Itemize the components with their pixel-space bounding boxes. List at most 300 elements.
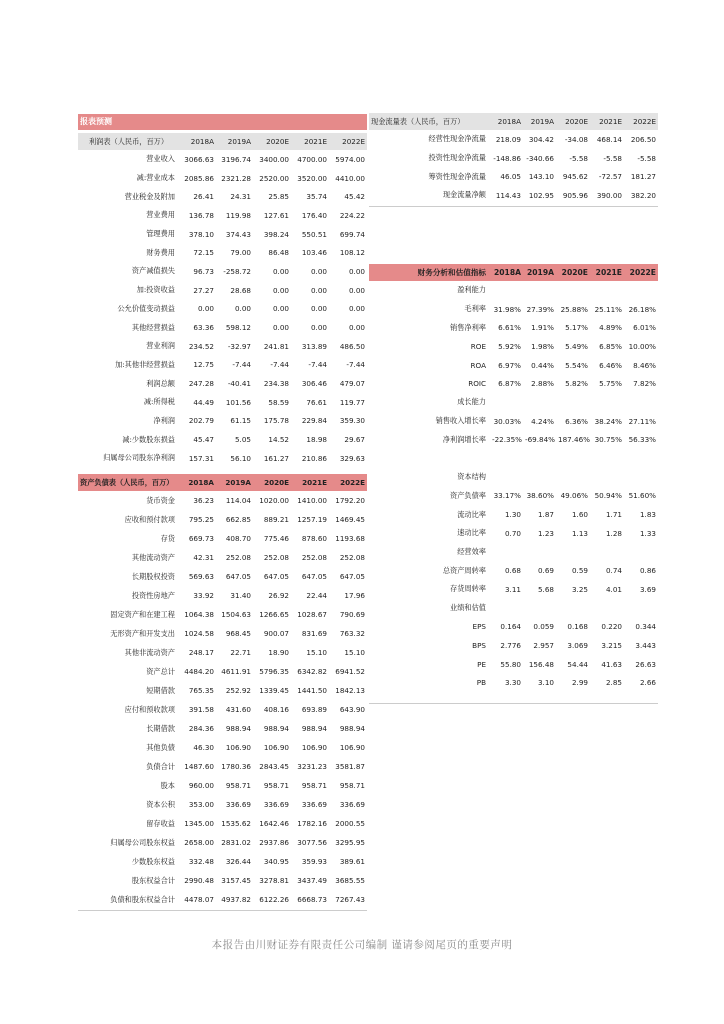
value-cell: 46.30 xyxy=(193,743,214,752)
value-cell: 12.75 xyxy=(193,360,214,370)
year-header: 2019A xyxy=(523,113,556,130)
value-cell: 1792.20 xyxy=(335,496,365,505)
value-cell: 0.70 xyxy=(504,528,521,538)
value-cell: 326.44 xyxy=(225,857,251,866)
value-cell: 763.32 xyxy=(339,629,365,638)
value-cell: 108.12 xyxy=(339,248,365,258)
row-label: 营业利润 xyxy=(146,341,175,351)
table-row xyxy=(78,643,367,662)
value-cell: 0.168 xyxy=(567,622,588,632)
table-row xyxy=(78,567,367,586)
row-label: 总资产周转率 xyxy=(442,565,486,575)
value-cell: 1028.67 xyxy=(297,610,327,619)
value-cell: 18.90 xyxy=(268,648,289,657)
table-row xyxy=(369,468,658,487)
cash-flow-title: 现金流量表（人民币，百万） xyxy=(369,113,490,130)
value-cell: 468.14 xyxy=(596,134,622,144)
table-row xyxy=(369,431,658,450)
value-cell: 10.00% xyxy=(628,341,656,351)
value-cell: 181.27 xyxy=(630,172,656,182)
value-cell: 3157.45 xyxy=(221,876,251,885)
table-row xyxy=(78,586,367,605)
value-cell xyxy=(624,543,658,562)
year-header: 2019A xyxy=(216,133,253,150)
row-label: 长期股权投资 xyxy=(131,571,175,581)
value-cell: 44.49 xyxy=(193,397,214,407)
value-cell: 33.17% xyxy=(493,491,521,501)
value-cell: 5.17% xyxy=(565,323,588,333)
row-label: PE xyxy=(477,659,486,669)
value-cell: 6.87% xyxy=(498,379,521,389)
value-cell: 27.39% xyxy=(526,304,554,314)
value-cell xyxy=(523,449,556,468)
value-cell: 374.43 xyxy=(225,229,251,239)
value-cell: 0.00 xyxy=(348,285,365,295)
value-cell: 114.43 xyxy=(495,190,521,200)
value-cell: 1642.46 xyxy=(259,819,289,828)
value-cell: 958.71 xyxy=(263,781,289,790)
value-cell: 102.95 xyxy=(528,190,554,200)
value-cell xyxy=(624,599,658,618)
value-cell: 3.215 xyxy=(601,640,622,650)
year-header: 2018A xyxy=(490,264,523,281)
value-cell: 36.23 xyxy=(193,496,214,505)
value-cell: -32.97 xyxy=(227,341,251,351)
value-cell: 0.59 xyxy=(571,566,588,576)
value-cell: 878.60 xyxy=(301,534,327,543)
value-cell: 479.07 xyxy=(339,379,365,389)
value-cell: 29.67 xyxy=(344,435,365,445)
table-row xyxy=(78,356,367,375)
row-label: 留存收益 xyxy=(146,818,175,828)
value-cell xyxy=(590,468,624,487)
table-row xyxy=(78,430,367,449)
year-header: 2021E xyxy=(590,113,624,130)
value-cell: 26.18% xyxy=(628,304,656,314)
row-label: 流动比率 xyxy=(457,509,486,519)
value-cell: 1257.19 xyxy=(297,515,327,524)
value-cell: 234.52 xyxy=(188,341,214,351)
table-row xyxy=(369,130,658,149)
value-cell: 5.92% xyxy=(498,341,521,351)
value-cell: 241.81 xyxy=(263,341,289,351)
value-cell: -148.86 xyxy=(493,153,521,163)
value-cell: 0.00 xyxy=(348,323,365,333)
table-row xyxy=(369,636,658,655)
row-label: ROA xyxy=(470,360,486,370)
table-row xyxy=(369,487,658,506)
row-label: 公允价值变动损益 xyxy=(117,303,175,313)
value-cell: 6.36% xyxy=(565,416,588,426)
value-cell xyxy=(590,281,624,300)
value-cell: 3278.81 xyxy=(259,876,289,885)
table-row xyxy=(369,412,658,431)
value-cell xyxy=(590,449,624,468)
row-label: BPS xyxy=(472,640,486,650)
table-row xyxy=(369,393,658,412)
value-cell: 136.78 xyxy=(188,210,214,220)
value-cell: 25.88% xyxy=(560,304,588,314)
value-cell: 30.03% xyxy=(493,416,521,426)
value-cell: 988.94 xyxy=(339,724,365,733)
table-row xyxy=(78,412,367,431)
value-cell: -7.44 xyxy=(308,360,327,370)
value-cell xyxy=(523,599,556,618)
value-cell: 6668.73 xyxy=(297,895,327,904)
table-row xyxy=(369,167,658,186)
value-cell: 647.05 xyxy=(339,572,365,581)
value-cell: 0.00 xyxy=(272,285,289,295)
value-cell: 3437.49 xyxy=(297,876,327,885)
value-cell: 889.21 xyxy=(263,515,289,524)
table-row xyxy=(78,281,367,300)
value-cell: 79.00 xyxy=(230,248,251,258)
row-label: 少数股东权益 xyxy=(131,856,175,866)
value-cell: 1.60 xyxy=(571,510,588,520)
value-cell: 3295.95 xyxy=(335,838,365,847)
value-cell: 1.23 xyxy=(537,528,554,538)
balance-sheet-header xyxy=(78,474,367,491)
table-row xyxy=(78,757,367,776)
value-cell: 4478.07 xyxy=(184,895,214,904)
value-cell: -40.41 xyxy=(227,379,251,389)
value-cell: -72.57 xyxy=(598,172,622,182)
value-cell: -22.35% xyxy=(492,435,522,445)
value-cell xyxy=(523,281,556,300)
row-label: 净利润增长率 xyxy=(442,434,486,444)
table-row xyxy=(78,187,367,206)
row-label: 盈利能力 xyxy=(457,285,486,295)
value-cell: 3581.87 xyxy=(335,762,365,771)
value-cell: 161.27 xyxy=(263,453,289,463)
value-cell: 5974.00 xyxy=(335,154,365,164)
value-cell: 4611.91 xyxy=(221,667,251,676)
value-cell: 6.46% xyxy=(599,360,622,370)
value-cell: -5.58 xyxy=(637,153,656,163)
value-cell: 0.69 xyxy=(537,566,554,576)
balance-sheet-table xyxy=(78,474,367,909)
value-cell: 958.71 xyxy=(339,781,365,790)
ratios-header xyxy=(369,264,658,281)
value-cell: 408.16 xyxy=(263,705,289,714)
row-label: 毛利率 xyxy=(464,304,486,314)
value-cell: 988.94 xyxy=(225,724,251,733)
value-cell: 1780.36 xyxy=(221,762,251,771)
value-cell: 38.24% xyxy=(594,416,622,426)
value-cell: 22.44 xyxy=(306,591,327,600)
row-label: 无形资产和开发支出 xyxy=(110,628,175,638)
row-label: 减:少数股东损益 xyxy=(122,434,175,444)
value-cell: 31.98% xyxy=(493,304,521,314)
table-row xyxy=(78,529,367,548)
value-cell: 304.42 xyxy=(528,134,554,144)
income-statement-title: 利润表（人民币，百万） xyxy=(78,133,179,150)
table-row xyxy=(78,150,367,169)
value-cell: 6.01% xyxy=(633,323,656,333)
value-cell: 1.83 xyxy=(639,510,656,520)
value-cell: 1064.38 xyxy=(184,610,214,619)
value-cell xyxy=(490,599,523,618)
value-cell: 378.10 xyxy=(188,229,214,239)
year-header: 2019A xyxy=(216,474,253,491)
value-cell: 55.80 xyxy=(500,659,521,669)
year-header: 2019A xyxy=(523,264,556,281)
value-cell: 45.47 xyxy=(193,435,214,445)
value-cell: 3400.00 xyxy=(259,154,289,164)
row-label: 其他负债 xyxy=(146,742,175,752)
value-cell: -340.66 xyxy=(526,153,554,163)
table-row xyxy=(78,318,367,337)
value-cell: 0.44% xyxy=(531,360,554,370)
row-label: EPS xyxy=(472,622,486,632)
value-cell: 2000.55 xyxy=(335,819,365,828)
value-cell: 252.08 xyxy=(339,553,365,562)
row-label: 利润总额 xyxy=(146,378,175,388)
row-label: 股东权益合计 xyxy=(131,875,175,885)
value-cell xyxy=(490,449,523,468)
value-cell: 968.45 xyxy=(225,629,251,638)
value-cell: 22.71 xyxy=(230,648,251,657)
value-cell xyxy=(624,393,658,412)
row-label: 归属母公司股东权益 xyxy=(110,837,175,847)
value-cell: 340.95 xyxy=(263,857,289,866)
value-cell: 156.48 xyxy=(528,659,554,669)
value-cell: 699.74 xyxy=(339,229,365,239)
year-header: 2018A xyxy=(490,113,523,130)
value-cell: 2831.02 xyxy=(221,838,251,847)
value-cell: 958.71 xyxy=(225,781,251,790)
value-cell: 206.50 xyxy=(630,134,656,144)
table-row xyxy=(78,681,367,700)
value-cell: 382.20 xyxy=(630,190,656,200)
value-cell: 569.63 xyxy=(188,572,214,581)
table-row xyxy=(369,281,658,300)
row-label: 营业费用 xyxy=(146,210,175,220)
value-cell: 945.62 xyxy=(562,172,588,182)
year-header: 2020E xyxy=(253,133,291,150)
table-row xyxy=(369,318,658,337)
value-cell: 0.059 xyxy=(533,622,554,632)
value-cell: 390.00 xyxy=(596,190,622,200)
value-cell: 1535.62 xyxy=(221,819,251,828)
value-cell: 4.24% xyxy=(531,416,554,426)
value-cell: 790.69 xyxy=(339,610,365,619)
value-cell: 248.17 xyxy=(188,648,214,657)
year-header: 2020E xyxy=(253,474,291,491)
value-cell: 42.31 xyxy=(193,553,214,562)
value-cell: -69.84% xyxy=(525,435,555,445)
value-cell xyxy=(624,281,658,300)
row-label: 归属母公司股东净利润 xyxy=(103,453,175,463)
row-label: 资产总计 xyxy=(146,666,175,676)
value-cell: 2520.00 xyxy=(259,173,289,183)
value-cell: 56.33% xyxy=(628,435,656,445)
value-cell: 1.71 xyxy=(605,510,622,520)
row-label: 投资性现金净流量 xyxy=(428,153,486,163)
value-cell: 1504.63 xyxy=(221,610,251,619)
value-cell: 0.00 xyxy=(348,266,365,276)
value-cell: 46.05 xyxy=(500,172,521,182)
row-label: 净利润 xyxy=(153,415,175,425)
value-cell: 7267.43 xyxy=(335,895,365,904)
table-row xyxy=(78,337,367,356)
value-cell: 2.776 xyxy=(500,640,521,650)
value-cell: 41.63 xyxy=(601,659,622,669)
value-cell: 2321.28 xyxy=(221,173,251,183)
table-row xyxy=(369,561,658,580)
value-cell: 6.61% xyxy=(498,323,521,333)
value-cell: 336.69 xyxy=(263,800,289,809)
value-cell: 106.90 xyxy=(263,743,289,752)
row-label: 销售净利率 xyxy=(450,322,486,332)
value-cell: 2.85 xyxy=(605,678,622,688)
table-row xyxy=(78,871,367,890)
value-cell: 598.12 xyxy=(225,323,251,333)
value-cell: 26.63 xyxy=(635,659,656,669)
row-label: 经营效率 xyxy=(457,546,486,556)
table-row xyxy=(78,491,367,510)
value-cell: 775.46 xyxy=(263,534,289,543)
value-cell: 0.00 xyxy=(310,323,327,333)
value-cell: 7.82% xyxy=(633,379,656,389)
value-cell: 693.89 xyxy=(301,705,327,714)
value-cell: 3.69 xyxy=(639,584,656,594)
row-label: 管理费用 xyxy=(146,229,175,239)
value-cell: 252.08 xyxy=(263,553,289,562)
table-row xyxy=(78,510,367,529)
value-cell: 127.61 xyxy=(263,210,289,220)
row-label: 存货 xyxy=(160,533,175,543)
income-statement-header xyxy=(78,133,367,150)
value-cell: 27.27 xyxy=(193,285,214,295)
value-cell: 3196.74 xyxy=(221,154,251,164)
value-cell: 6941.52 xyxy=(335,667,365,676)
row-label: 资本结构 xyxy=(457,472,486,482)
value-cell: 1.30 xyxy=(504,510,521,520)
balance-sheet-title: 资产负债表（人民币，百万） xyxy=(78,474,179,491)
value-cell: 106.90 xyxy=(301,743,327,752)
value-cell: 486.50 xyxy=(339,341,365,351)
value-cell: 1193.68 xyxy=(335,534,365,543)
value-cell: -7.44 xyxy=(346,360,365,370)
value-cell: 3685.55 xyxy=(335,876,365,885)
value-cell xyxy=(590,393,624,412)
row-label: 资本公积 xyxy=(146,799,175,809)
value-cell xyxy=(556,281,590,300)
value-cell: 988.94 xyxy=(301,724,327,733)
row-label: 负债和股东权益合计 xyxy=(110,894,175,904)
value-cell: 336.69 xyxy=(225,800,251,809)
table-row xyxy=(369,617,658,636)
value-cell: 31.40 xyxy=(230,591,251,600)
value-cell: 202.79 xyxy=(188,416,214,426)
value-cell: 408.70 xyxy=(225,534,251,543)
value-cell xyxy=(556,543,590,562)
row-label: 短期借款 xyxy=(146,685,175,695)
value-cell: 336.69 xyxy=(339,800,365,809)
value-cell: 332.48 xyxy=(188,857,214,866)
value-cell: 33.92 xyxy=(193,591,214,600)
value-cell: 229.84 xyxy=(301,416,327,426)
value-cell: 28.68 xyxy=(230,285,251,295)
table-row xyxy=(78,206,367,225)
value-cell: 389.61 xyxy=(339,857,365,866)
value-cell: 2990.48 xyxy=(184,876,214,885)
value-cell: -34.08 xyxy=(564,134,588,144)
value-cell: 0.00 xyxy=(310,304,327,314)
table-row xyxy=(78,374,367,393)
value-cell: 4410.00 xyxy=(335,173,365,183)
value-cell: 187.46% xyxy=(558,435,590,445)
year-header: 2018A xyxy=(179,133,216,150)
row-label: 应收和预付款项 xyxy=(124,514,175,524)
row-label: 资产减值损失 xyxy=(131,266,175,276)
value-cell: 3077.56 xyxy=(297,838,327,847)
table-row xyxy=(78,605,367,624)
value-cell: 1020.00 xyxy=(259,496,289,505)
value-cell: 1410.00 xyxy=(297,496,327,505)
row-label: 加:其他非经营损益 xyxy=(115,359,175,369)
year-header: 2022E xyxy=(329,133,367,150)
value-cell: 2.66 xyxy=(639,678,656,688)
value-cell: 831.69 xyxy=(301,629,327,638)
value-cell: 3.25 xyxy=(571,584,588,594)
value-cell: 1782.16 xyxy=(297,819,327,828)
value-cell xyxy=(523,468,556,487)
table-row xyxy=(369,374,658,393)
value-cell: -5.58 xyxy=(569,153,588,163)
footer-disclaimer: 本报告由川财证券有限责任公司编制 谨请参阅尾页的重要声明 xyxy=(211,939,513,951)
row-label: 速动比率 xyxy=(457,528,486,538)
table-row xyxy=(369,300,658,319)
value-cell xyxy=(490,393,523,412)
value-cell: 50.94% xyxy=(594,491,622,501)
value-cell: 157.31 xyxy=(188,453,214,463)
value-cell: 313.89 xyxy=(301,341,327,351)
value-cell xyxy=(556,449,590,468)
table-row xyxy=(369,655,658,674)
value-cell: -7.44 xyxy=(270,360,289,370)
value-cell: 6.97% xyxy=(498,360,521,370)
value-cell: 176.40 xyxy=(301,210,327,220)
value-cell: 2.88% xyxy=(531,379,554,389)
table-row xyxy=(78,776,367,795)
value-cell: 1842.13 xyxy=(335,686,365,695)
value-cell: 35.74 xyxy=(306,192,327,202)
year-header: 2021E xyxy=(590,264,624,281)
value-cell: 958.71 xyxy=(301,781,327,790)
value-cell: -7.44 xyxy=(232,360,251,370)
value-cell: 3.10 xyxy=(537,678,554,688)
value-cell: 765.35 xyxy=(188,686,214,695)
value-cell: 0.00 xyxy=(234,304,251,314)
table-row xyxy=(369,580,658,599)
value-cell: 3.30 xyxy=(504,678,521,688)
table-row xyxy=(369,149,658,168)
row-label: 其他流动资产 xyxy=(131,552,175,562)
value-cell: 2085.86 xyxy=(184,173,214,183)
value-cell: 329.63 xyxy=(339,453,365,463)
value-cell: 1.87 xyxy=(537,510,554,520)
value-cell: 1.98% xyxy=(531,341,554,351)
value-cell: 0.220 xyxy=(601,622,622,632)
value-cell xyxy=(556,468,590,487)
value-cell: 900.07 xyxy=(263,629,289,638)
table-row xyxy=(78,300,367,319)
value-cell: 3.11 xyxy=(504,584,521,594)
value-cell: 224.22 xyxy=(339,210,365,220)
value-cell: 550.51 xyxy=(301,229,327,239)
